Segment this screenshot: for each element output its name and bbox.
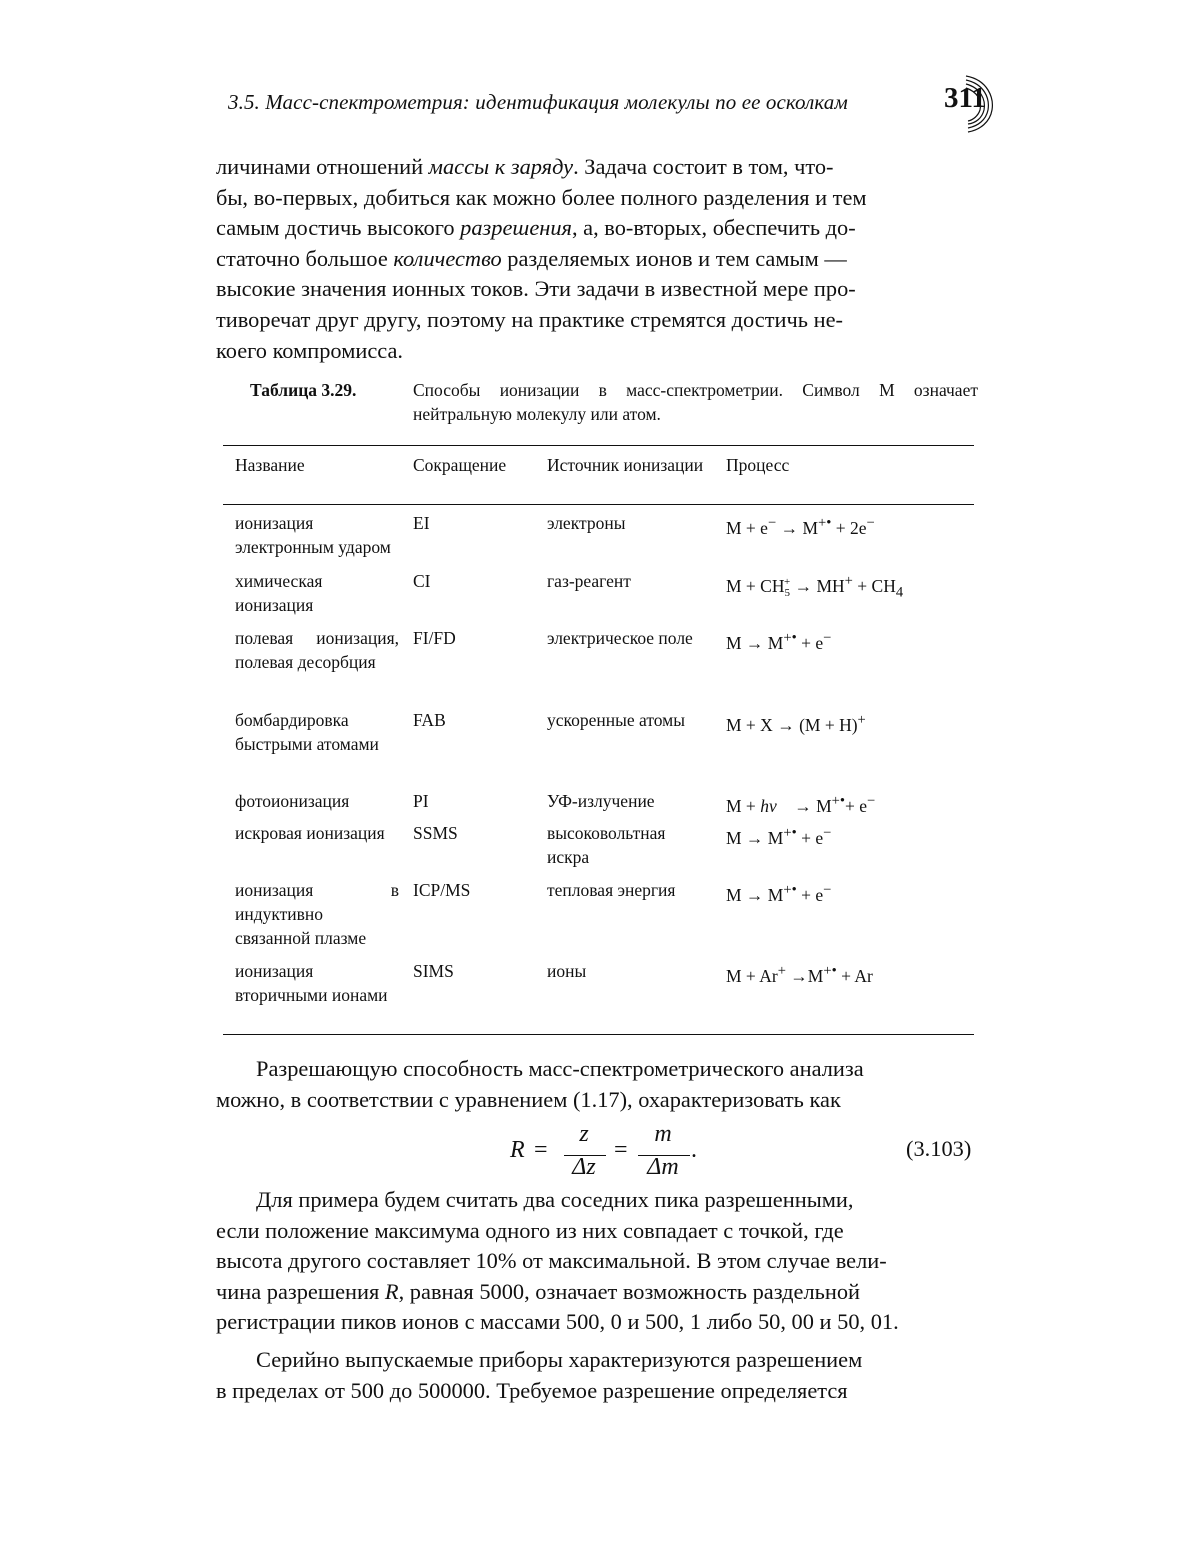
row-process: M → M+• + e− (726, 882, 832, 905)
running-header (228, 82, 1008, 140)
row-abbr: PI (413, 791, 429, 811)
period: . (691, 1137, 697, 1163)
text: самым достичь высокого (216, 215, 461, 241)
text: , равная 5000, означает возможность раздельной (398, 1278, 861, 1304)
row-source: ускоренные атомы (547, 710, 686, 730)
row-name: ионизация электронным ударом (235, 513, 391, 557)
emphasis: R (384, 1278, 399, 1304)
header-process: Процесс (726, 455, 790, 475)
row-process: M + e− → M+• + 2e− (726, 515, 875, 538)
paragraph-2 (216, 1054, 984, 1115)
table-bottom-rule (223, 1034, 974, 1035)
para3-line2: если положение максимума одного из них совпадает с точкой, где (216, 1217, 844, 1243)
header-source: Источник ионизации (547, 455, 704, 475)
para4-line1: Серийно выпускаемые приборы характеризуются разрешением (256, 1347, 863, 1372)
row-process: $M + CH_5^+ \to MH^+ + CH_4$ (726, 573, 904, 601)
row-process: M → M+• + e− (726, 825, 832, 848)
row-name: бомбардировка быстрыми атомами (235, 710, 379, 754)
header-name: Название (235, 455, 305, 475)
fraction-denominator: Δm (647, 1154, 679, 1180)
row-process: M + hν → M+•+ e− (726, 793, 876, 816)
row-process: M + X → (M + H)+ (726, 712, 866, 735)
paragraph-3 (216, 1185, 984, 1338)
row-process: M → M+• + e− (726, 630, 832, 653)
para3-line4 (216, 1277, 984, 1308)
equals-sign: = (614, 1137, 628, 1163)
text: . Задача состоит в том, что- (573, 154, 834, 179)
header-abbr: Сокращение (413, 455, 507, 475)
row-name: искровая ионизация (235, 823, 385, 843)
emphasis: разрешения (460, 215, 572, 241)
row-abbr: FAB (413, 710, 446, 730)
equation-lhs: R (510, 1137, 525, 1163)
row-source: высоковольтная искра (547, 823, 666, 867)
text: чина разрешения (216, 1278, 385, 1304)
para1-line3 (216, 213, 984, 244)
row-source: ионы (547, 961, 587, 981)
row-source: УФ-излучение (547, 791, 655, 811)
row-abbr: SSMS (413, 823, 458, 843)
row-name: ионизация вторичными ионами (235, 961, 388, 1005)
table-caption-text: Способы ионизации в масс-спектрометрии. Символ М означает нейтральную молекулу или атом. (413, 380, 978, 424)
fraction-denominator: Δz (572, 1154, 596, 1180)
table-top-rule (223, 445, 974, 446)
fraction-numerator: m (654, 1121, 672, 1147)
paragraph-1 (216, 152, 984, 366)
row-source: тепловая энергия (547, 880, 676, 900)
para2-line1: Разрешающую способность масс-спектрометрического анализа (256, 1056, 864, 1081)
para3-line5: регистрации пиков ионов с массами 500, 0 и 500, 1 либо 50, 00 и 50, 01. (216, 1309, 899, 1335)
row-source: электроны (547, 513, 626, 533)
row-source: электрическое поле (547, 628, 693, 648)
paragraph-4 (216, 1345, 984, 1406)
row-process: M + Ar+ →M+• + Ar (726, 963, 873, 986)
row-abbr: FI/FD (413, 628, 456, 648)
row-abbr: ICP/MS (413, 880, 471, 900)
page-number: 311 (944, 82, 986, 114)
para1-line6: тиворечат друг другу, поэтому на практике стремятся достичь не- (216, 306, 843, 332)
para2-line2: можно, в соответствии с уравнением (1.17), охарактеризовать как (216, 1086, 841, 1112)
row-name: химическая ионизация (235, 571, 323, 615)
row-name: фотоионизация (235, 791, 350, 811)
equation-number: (3.103) (906, 1136, 972, 1161)
para1-line4 (216, 244, 984, 275)
row-abbr: CI (413, 571, 431, 591)
row-abbr: EI (413, 513, 430, 533)
row-name: ионизация в индуктивно связанной плазме (235, 880, 399, 948)
text: личинами отношений (216, 154, 429, 179)
para1-line2: бы, во-первых, добиться как можно более полного разделения и тем (216, 184, 867, 210)
para1-line1 (216, 152, 984, 183)
para3-line3: высота другого составляет 10% от максимальной. В этом случае вели- (216, 1248, 887, 1274)
running-head: 3.5. Масс-спектрометрия: идентификация молекулы по ее осколкам (228, 90, 848, 114)
fraction-numerator: z (579, 1121, 589, 1147)
para3-line1: Для примера будем считать два соседних пика разрешенными, (256, 1187, 854, 1212)
para1-line7: коего компромисса. (216, 337, 404, 363)
page-corner-ornament-icon (964, 70, 994, 134)
text: разделяемых ионов и тем самым — (501, 245, 847, 271)
emphasis: массы к заряду (428, 154, 574, 179)
text: , а, во-вторых, обеспечить до- (571, 215, 856, 241)
row-name: полевая ионизация, полевая десорбция (235, 628, 399, 672)
equals-sign: = (534, 1137, 548, 1163)
table-caption-label: Таблица 3.29. (250, 380, 357, 400)
para1-line5: высокие значения ионных токов. Эти задачи в известной мере про- (216, 276, 856, 302)
row-source: газ-реагент (547, 571, 631, 591)
text: статочно большое (216, 245, 394, 271)
row-abbr: SIMS (413, 961, 454, 981)
table-header-rule (223, 504, 974, 505)
emphasis: количество (393, 245, 502, 271)
para4-line2: в пределах от 500 до 500000. Требуемое разрешение определяется (216, 1377, 848, 1403)
